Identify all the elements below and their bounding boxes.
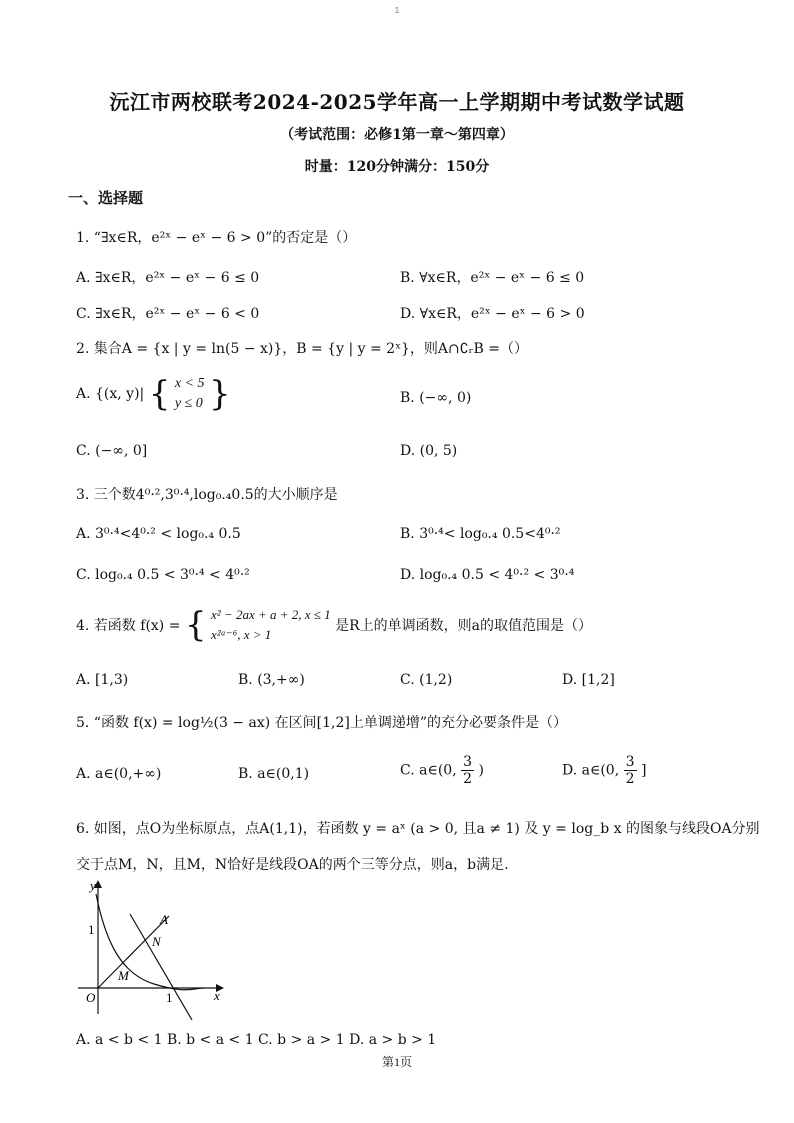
q6-figure (74, 874, 234, 1024)
point-n-label: N (152, 934, 161, 949)
q2-option-a-conditions (175, 374, 205, 414)
q5-option-c-post: ) (478, 762, 484, 779)
q4-case-1: x² − 2ax + a + 2, x ≤ 1 (211, 607, 331, 622)
q3-stem: 3. 三个数4⁰·²,3⁰·⁴,log₀.₄0.5的大小顺序是 (76, 487, 338, 503)
origin-label: O (86, 990, 96, 1005)
q4-option-d: D. [1,2] (562, 672, 615, 688)
q5-option-c-pre: C. a∈(0, (400, 762, 457, 779)
q5-c-frac-den: 2 (463, 771, 473, 787)
q6-line1: 6. 如图，点O为坐标原点，点A(1,1)，若函数 y = aˣ (a > 0, 且a ≠ 1) 及 y = log_b x 的图象与线段OA分别 (76, 821, 760, 837)
q1-stem: 1. “∃x∈R，e²ˣ − eˣ − 6 > 0”的否定是（） (76, 230, 357, 246)
q3-option-a: A. 3⁰·⁴<4⁰·² < log₀.₄ 0.5 (76, 526, 241, 542)
q4-option-a: A. [1,3) (76, 672, 129, 688)
y-one-label: 1 (88, 922, 95, 937)
q4-option-c: C. (1,2) (400, 672, 453, 688)
q2-option-a-line1: x < 5 (174, 376, 205, 391)
q5-d-frac-num: 3 (625, 754, 635, 770)
q3-option-b: B. 3⁰·⁴< log₀.₄ 0.5<4⁰·² (400, 526, 561, 542)
q5-option-c-fraction (461, 754, 474, 787)
q2-option-a-close-brace: } (208, 374, 231, 414)
q2-option-a-line2: y ≤ 0 (174, 396, 203, 411)
q1-option-a: A. ∃x∈R，e²ˣ − eˣ − 6 ≤ 0 (76, 270, 260, 286)
q5-option-d-pre: D. a∈(0, (562, 762, 620, 779)
log-curve (130, 914, 192, 1020)
q4-stem-pre: 4. 若函数 f(x) = (76, 618, 181, 634)
q5-option-b: B. a∈(0,1) (238, 766, 310, 782)
page-top-mark: 1 (394, 6, 400, 15)
q3-option-d: D. log₀.₄ 0.5 < 4⁰·² < 3⁰·⁴ (400, 567, 575, 583)
q2-option-a-brace: { (148, 374, 171, 414)
q5-option-c (400, 754, 484, 794)
point-m-label: M (118, 968, 129, 983)
q5-c-frac-num: 3 (463, 754, 473, 770)
q4-case-2: x²ᵃ⁻⁶, x > 1 (211, 627, 272, 642)
q5-option-d (562, 754, 646, 794)
q2-option-a-set: A. {(x, y)| (76, 386, 145, 402)
q6-options: A. a < b < 1 B. b < a < 1 C. b > a > 1 D. a > b > 1 (76, 1032, 437, 1048)
q4-stem-post: 是R上的单调函数，则a的取值范围是（） (335, 618, 593, 634)
q4-stem (76, 605, 592, 653)
q3-option-c: C. log₀.₄ 0.5 < 3⁰·⁴ < 4⁰·² (76, 567, 250, 583)
q5-stem: 5. “函数 f(x) = log½(3 − ax) 在区间[1,2]上单调递增”的充分必要条件是（） (76, 715, 567, 731)
q5-d-frac-den: 2 (625, 771, 635, 787)
q2-option-c: C. (−∞, 0] (76, 443, 148, 459)
x-axis-label: x (214, 988, 220, 1003)
point-a-label: A (160, 912, 168, 927)
q1-option-c: C. ∃x∈R，e²ˣ − eˣ − 6 < 0 (76, 306, 260, 322)
q2-option-a (76, 374, 231, 424)
q2-stem: 2. 集合A = {x | y = ln(5 − x)}，B = {y | y = 2ˣ}，则A∩∁ᵣB =（） (76, 341, 528, 357)
exponential-curve (96, 894, 204, 990)
y-axis-label: y (90, 878, 96, 893)
q4-piecewise-cases (211, 605, 331, 645)
exam-title: 沅江市两校联考2024-2025学年高一上学期期中考试数学试题 (109, 90, 685, 114)
q2-option-b: B. (−∞, 0) (400, 390, 472, 406)
q5-option-d-fraction (624, 754, 637, 787)
q1-option-d: D. ∀x∈R，e²ˣ − eˣ − 6 > 0 (400, 306, 585, 322)
q4-piecewise-brace: { (184, 605, 207, 645)
q1-option-b: B. ∀x∈R，e²ˣ − eˣ − 6 ≤ 0 (400, 270, 585, 286)
exam-time-score: 时量：120分钟满分：150分 (304, 159, 490, 175)
q5-option-d-post: ] (640, 762, 647, 779)
segment-oa (98, 916, 169, 988)
x-one-label: 1 (166, 990, 173, 1005)
q4-option-b: B. (3,+∞) (238, 672, 305, 688)
page-footer: 第1页 (381, 1055, 412, 1069)
q2-option-d: D. (0, 5) (400, 443, 458, 459)
q5-option-a: A. a∈(0,+∞) (76, 766, 162, 782)
section-title: 一、选择题 (68, 189, 144, 207)
exam-scope: （考试范围：必修1第一章～第四章） (280, 127, 514, 143)
q6-line2: 交于点M，N，且M，N恰好是线段OA的两个三等分点，则a，b满足. (76, 857, 509, 873)
